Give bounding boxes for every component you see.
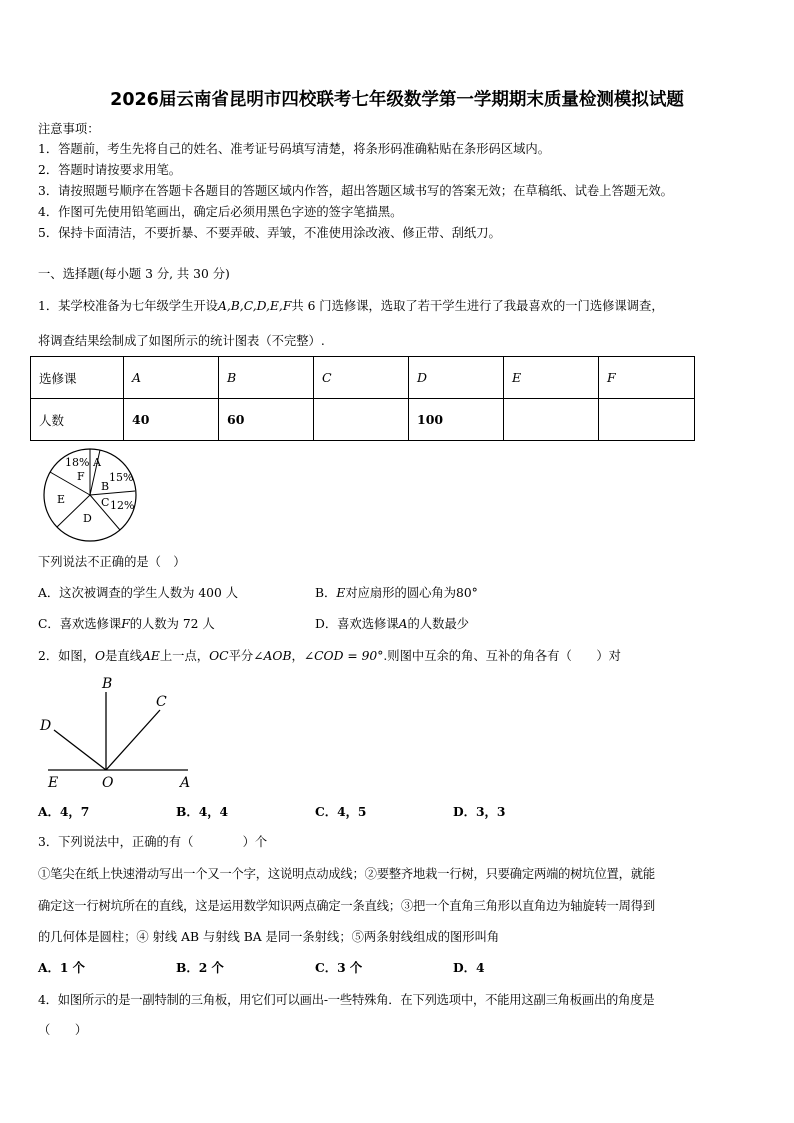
- q3-option-a: A．1 个: [38, 960, 85, 975]
- table-cell: [504, 399, 599, 441]
- q2-text: .则图中互余的角、互补的角各有（ ）对: [383, 649, 621, 663]
- point-label-e: E: [48, 775, 59, 791]
- q1-option-b: [315, 585, 478, 601]
- q2-text: 上一点，: [159, 649, 210, 663]
- q3-option-b: B．2 个: [176, 960, 224, 975]
- point-label-d: D: [40, 718, 52, 734]
- q2-var: AE: [142, 649, 160, 663]
- notice-heading: 注意事项：: [38, 122, 100, 136]
- q1-text: 共 6 门选修课，选取了若干学生进行了我最喜欢的一门选修课调查，: [291, 299, 664, 313]
- q2-option-d: D．3，3: [453, 804, 506, 819]
- q1-vars: A,B,C,D,E,F: [217, 299, 292, 313]
- opt-text: C．喜欢选修课: [38, 617, 122, 631]
- pie-label-f: F: [77, 470, 85, 483]
- table-cell: B: [219, 357, 314, 399]
- q1-pie-figure: [38, 446, 142, 544]
- q1-option-c: [38, 616, 215, 632]
- pie-label-a: A: [93, 456, 101, 469]
- pie-label-b: B: [101, 480, 110, 493]
- q2-var: ∠AOB: [253, 649, 292, 663]
- q2-text: 平分: [228, 649, 254, 663]
- pie-label-c: C: [101, 496, 110, 509]
- q3-body-line: ①笔尖在纸上快速滑动写出一个又一个字，这说明点动成线；②要整齐地栽一行树，只要确定两端的树坑位置，就能: [38, 867, 655, 881]
- q3-option-d: D．4: [453, 960, 485, 975]
- table-row: [31, 399, 695, 441]
- q1-table: [30, 356, 695, 441]
- q2-var: OC: [209, 649, 229, 663]
- opt-var: F: [121, 617, 130, 631]
- opt-text: 对应扇形的圆心角为: [345, 586, 457, 600]
- opt-text: 的人数为 72 人: [129, 617, 215, 631]
- opt-var: A: [398, 617, 408, 631]
- point-label-a: A: [180, 775, 191, 791]
- q1-option-a: A．这次被调查的学生人数为 400 人: [38, 586, 239, 600]
- table-cell: C: [314, 357, 409, 399]
- q2-option-a: A．4，7: [38, 804, 90, 819]
- pie-label-e: E: [57, 493, 66, 506]
- q2-text: 是直线: [105, 649, 143, 663]
- point-label-b: B: [102, 676, 113, 692]
- q2-option-c: C．4，5: [315, 804, 367, 819]
- q1-text: 1．某学校准备为七年级学生开设: [38, 299, 218, 313]
- notice-item: 2．答题时请按要求用笔。: [38, 163, 182, 177]
- q1-option-d: [315, 616, 469, 632]
- table-cell: 选修课: [31, 357, 124, 399]
- notice-item: 5．保持卡面清洁，不要折暴、不要弄破、弄皱，不准使用涂改液、修正带、刮纸刀。: [38, 226, 501, 240]
- pie-percent-label: 15%: [109, 471, 134, 484]
- table-cell: [314, 399, 409, 441]
- table-cell: 40: [124, 399, 219, 441]
- opt-text: D．喜欢选修课: [315, 617, 399, 631]
- table-cell: D: [409, 357, 504, 399]
- q2-option-b: B．4，4: [176, 804, 229, 819]
- opt-val: 80°: [456, 586, 478, 600]
- q2-angle-figure: [36, 670, 206, 796]
- notice-item: 3．请按照题号顺序在答题卡各题目的答题区域内作答，超出答题区域书写的答案无效；在草稿纸、试卷上答题无效。: [38, 184, 673, 198]
- table-cell: [599, 399, 695, 441]
- opt-var: E: [336, 586, 346, 600]
- q2-text: 2．如图，: [38, 649, 96, 663]
- opt-text: 的人数最少: [407, 617, 470, 631]
- q4-line: （ ）: [38, 1023, 88, 1037]
- notice-item: 4．作图可先使用铅笔画出，确定后必须用黑色字迹的签字笔描黑。: [38, 205, 403, 219]
- table-cell: 100: [409, 399, 504, 441]
- q2-stem: [38, 648, 621, 664]
- q3-body-line: 确定这一行树坑所在的直线，这是运用数学知识两点确定一条直线；③把一个直角三角形以直角边为轴旋转一周得到: [38, 899, 655, 913]
- q2-var: O: [95, 649, 106, 663]
- point-label-o: O: [102, 775, 114, 791]
- q3-body-line: 的几何体是圆柱；④ 射线 AB 与射线 BA 是同一条射线；⑤两条射线组成的图形叫角: [38, 930, 500, 944]
- pie-label-d: D: [83, 512, 92, 525]
- table-cell: F: [599, 357, 695, 399]
- q3-stem: 3．下列说法中，正确的有（ ）个: [38, 835, 268, 849]
- ray-oc: [106, 710, 160, 770]
- q1-stem: 下列说法不正确的是（ ）: [38, 555, 186, 569]
- pie-spoke: [90, 491, 135, 495]
- q2-var: ∠COD = 90°: [303, 649, 384, 663]
- q2-text: ，: [291, 649, 304, 663]
- section-heading: 一、选择题(每小题 3 分, 共 30 分): [38, 267, 230, 281]
- table-cell: 人数: [31, 399, 124, 441]
- q4-line: 4．如图所示的是一副特制的三角板，用它们可以画出-一些特殊角．在下列选项中，不能用这副三角板画出的角度是: [38, 993, 655, 1007]
- point-label-c: C: [156, 694, 167, 710]
- q1-line2: 将调查结果绘制成了如图所示的统计图表（不完整）.: [38, 334, 325, 348]
- q3-option-c: C．3 个: [315, 960, 363, 975]
- opt-text: B．: [315, 586, 337, 600]
- pie-percent-label: 18%: [65, 456, 90, 469]
- notice-item: 1．答题前，考生先将自己的姓名、准考证号码填写清楚，将条形码准确粘贴在条形码区域内。: [38, 142, 550, 156]
- table-row: [31, 357, 695, 399]
- pie-percent-label: 12%: [110, 499, 135, 512]
- table-cell: E: [504, 357, 599, 399]
- page-title: 2026届云南省昆明市四校联考七年级数学第一学期期末质量检测模拟试题: [110, 90, 684, 110]
- ray-od: [54, 730, 106, 770]
- q1-line1: [38, 298, 664, 314]
- table-cell: 60: [219, 399, 314, 441]
- table-cell: A: [124, 357, 219, 399]
